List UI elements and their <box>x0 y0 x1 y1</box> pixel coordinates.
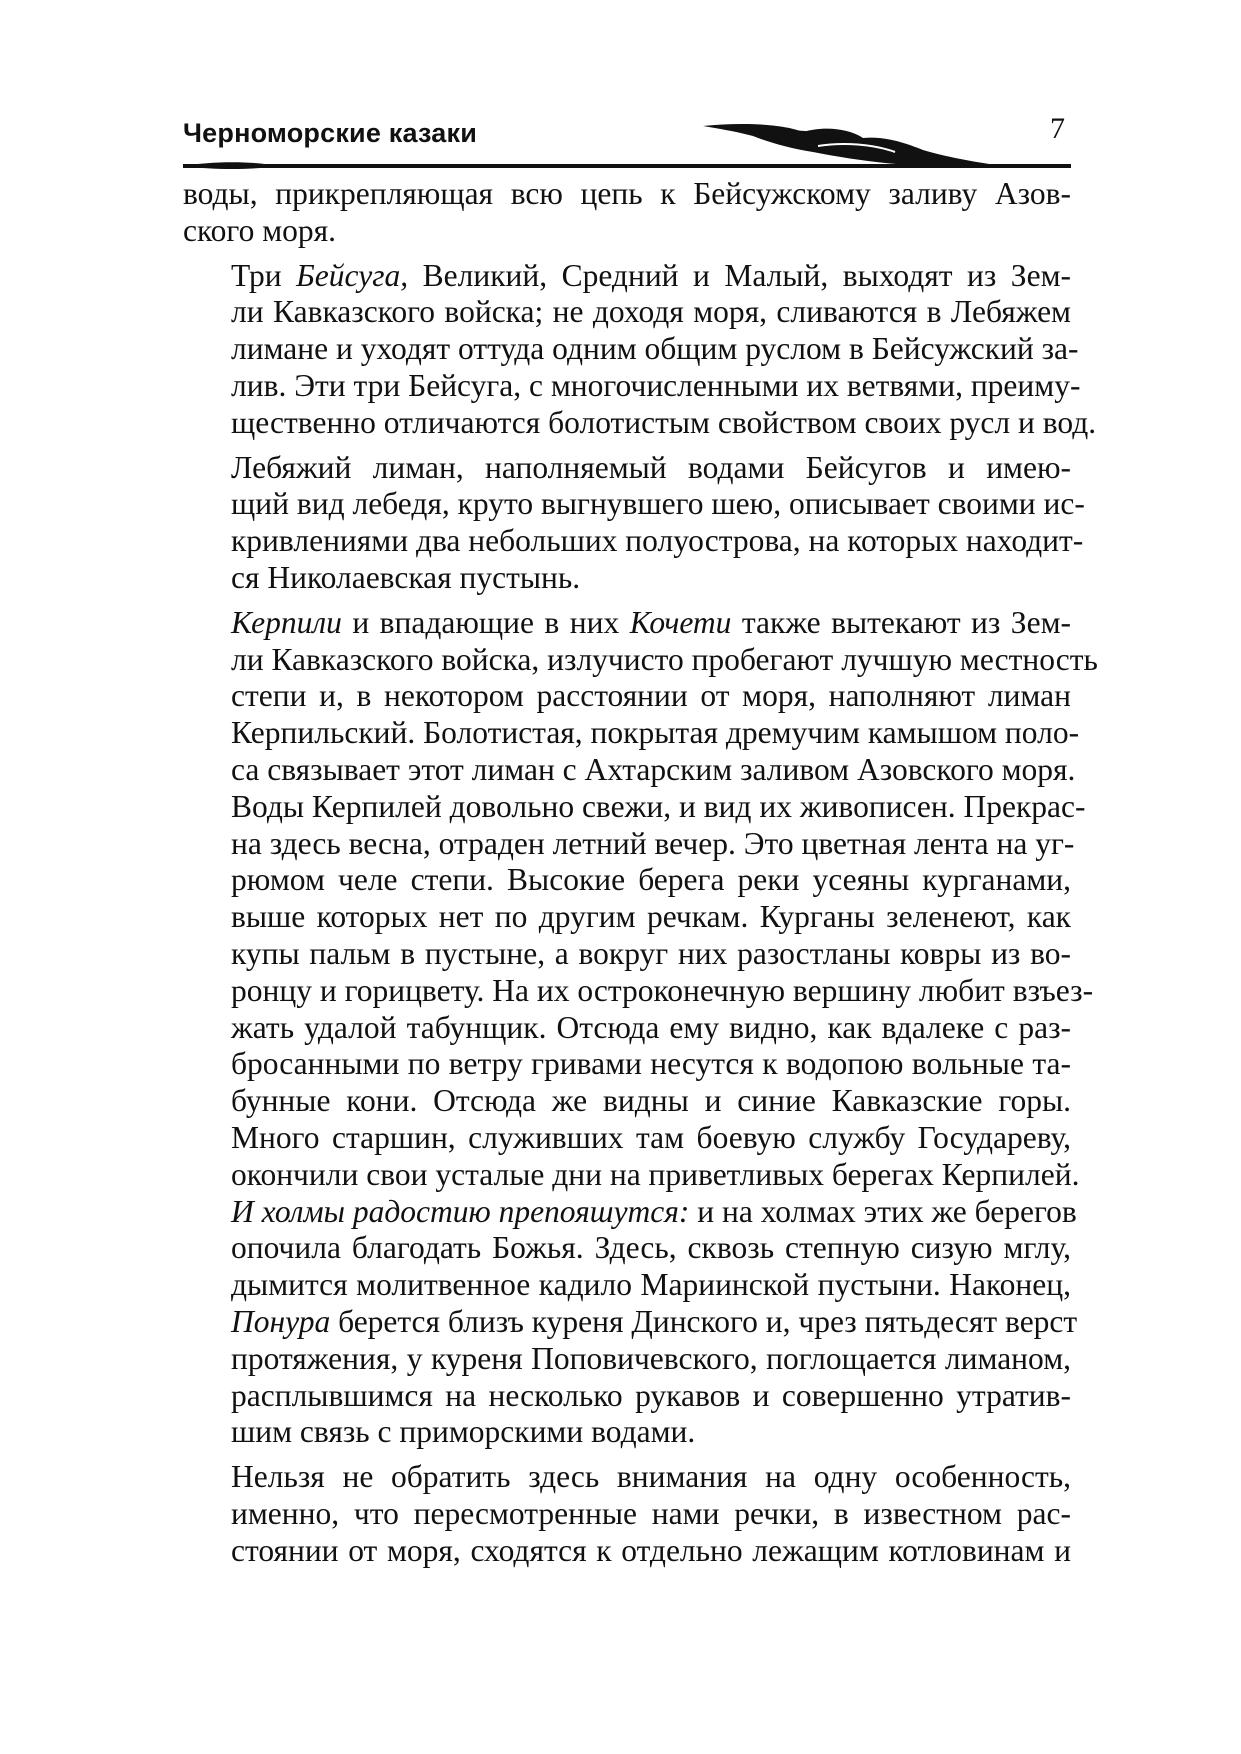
text-run: Керпильский. Болотистая, покрытая дремучим камышом поло- <box>231 715 1080 751</box>
text-line <box>183 678 1071 715</box>
text-line <box>183 1496 1071 1533</box>
text-run: на здесь весна, отраден летний вечер. Это цветная лента на уг- <box>231 825 1075 861</box>
text-line <box>183 825 1075 863</box>
text-line <box>183 258 1071 295</box>
text-run: лив. Эти три Бейсуга, с многочисленными их ветвями, преиму- <box>231 367 1081 403</box>
text-line <box>183 788 1086 826</box>
text-run: именно, что пересмотренные нами речки, в известном рас- <box>231 1495 1071 1531</box>
text-line <box>183 450 1071 487</box>
italic-term: Кочети <box>629 604 732 640</box>
text-line <box>183 1193 1077 1231</box>
text-run: Три <box>231 257 297 293</box>
text-run: берется близъ куреня Динского и, чрез пятьдесят верст <box>330 1303 1078 1339</box>
text-line <box>183 1303 1078 1341</box>
body-text <box>183 176 1098 1569</box>
text-line <box>183 1459 1071 1496</box>
text-line <box>183 1120 1071 1157</box>
text-run: Лебяжий лиман, наполняемый водами Бейсугов и имею- <box>231 449 1071 485</box>
text-line <box>183 972 1094 1010</box>
text-run: шим связь с приморскими водами. <box>231 1414 696 1450</box>
text-line <box>183 1267 1071 1304</box>
text-run: выше которых нет по другим речкам. Курганы зеленеют, как <box>231 899 1071 935</box>
page-number: 7 <box>1050 112 1065 145</box>
text-line <box>183 1156 1080 1194</box>
header-rule-ornament <box>183 112 1071 174</box>
paragraph <box>183 257 1097 442</box>
text-line <box>183 862 1071 899</box>
text-line <box>183 560 1071 597</box>
text-line <box>183 1083 1071 1120</box>
text-run: жать удалой табунщик. Отсюда ему видно, как вдалеке с раз- <box>231 1009 1071 1045</box>
text-run: расплывшимся на несколько рукавов и совершенно утратив- <box>231 1377 1071 1413</box>
text-line <box>183 1414 1071 1451</box>
text-run: щественно отличаются болотистым свойством своих русл и вод. <box>231 404 1097 440</box>
text-run: рюмом челе степи. Высокие берега реки усеяны курганами, <box>231 862 1071 898</box>
text-line <box>183 367 1081 405</box>
paragraph <box>183 449 1085 597</box>
paragraph <box>183 1459 1071 1569</box>
text-line <box>183 331 1079 368</box>
text-line <box>183 605 1071 642</box>
italic-term: Бейсуга, <box>296 257 409 293</box>
text-line <box>183 176 1071 213</box>
text-run: Великий, Средний и Малый, выходят из Зем- <box>408 257 1071 293</box>
text-run: воды, прикрепляющая всю цепь к Бейсужскому заливу Азов- <box>183 176 1071 211</box>
text-line <box>183 715 1080 752</box>
text-run: опочила благодать Божья. Здесь, сквозь степную сизую мглу, <box>231 1230 1071 1266</box>
text-line <box>183 404 1097 442</box>
text-run: ли Кавказского войска, излучисто пробегают лучшую местность <box>231 641 1098 677</box>
text-line <box>183 1046 1071 1083</box>
text-line <box>183 641 1098 679</box>
text-line <box>183 936 1071 973</box>
page-header <box>183 112 1071 174</box>
text-run: и впадающие в них <box>341 604 630 640</box>
text-run: щий вид лебедя, круто выгнувшего шею, описывает своими ис- <box>231 486 1085 522</box>
text-run: дымится молитвенное кадило Мариинской пустыни. Наконец, <box>231 1267 1071 1303</box>
running-title: Черноморские казаки <box>183 118 478 148</box>
text-run: ли Кавказского войска; не доходя моря, сливаются в Лебяжем <box>231 294 1071 330</box>
text-run: протяжения, у куреня Поповичевского, поглощается лиманом, <box>231 1340 1071 1376</box>
text-run: Воды Керпилей довольно свежи, и вид их живописен. Прекрас- <box>231 788 1086 824</box>
text-run: Нельзя не обратить здесь внимания на одну особенность, <box>231 1459 1071 1495</box>
text-run: купы пальм в пустыне, а вокруг них разостланы ковры из во- <box>231 935 1071 971</box>
text-run: степи и, в некотором расстоянии от моря, наполняют лиман <box>231 678 1071 714</box>
text-line <box>183 523 1084 560</box>
text-run: бунные кони. Отсюда же видны и синие Кавказские горы. <box>231 1083 1071 1119</box>
text-run: кривлениями два небольших полуострова, на которых находит- <box>231 523 1084 559</box>
text-line <box>183 751 1076 789</box>
text-run: бросанными по ветру гривами несутся к водопою вольные та- <box>231 1046 1071 1082</box>
text-line <box>183 1230 1071 1267</box>
italic-term: Понура <box>231 1303 331 1339</box>
text-run: ронцу и горицвету. На их остроконечную вершину любит взъез- <box>231 972 1094 1008</box>
text-run: ского моря. <box>183 212 336 248</box>
text-run: ся Николаевская пустынь. <box>231 559 581 595</box>
text-run: лимане и уходят оттуда одним общим руслом в Бейсужский за- <box>231 331 1079 367</box>
text-line <box>183 486 1085 523</box>
text-line <box>183 1341 1071 1378</box>
italic-term: И холмы радостию препояшутся: <box>231 1193 690 1229</box>
text-run: окончили свои усталые дни на приветливых берегах Керпилей. <box>231 1156 1080 1192</box>
paragraph <box>183 176 1071 250</box>
italic-term: Керпили <box>231 604 342 640</box>
text-run: стоянии от моря, сходятся к отдельно лежащим котловинам и <box>231 1532 1071 1568</box>
text-run: са связывает этот лиман с Ахтарским заливом Азовского моря. <box>231 751 1076 787</box>
text-line <box>183 1010 1071 1047</box>
text-run: Много старшин, служивших там боевую службу Государеву, <box>231 1119 1071 1155</box>
text-line <box>183 1378 1071 1415</box>
text-run: также вытекают из Зем- <box>731 604 1071 640</box>
paragraph <box>183 604 1098 1451</box>
text-run: и на холмах этих же берегов <box>689 1193 1077 1229</box>
text-line <box>183 1533 1071 1570</box>
text-line <box>183 899 1071 936</box>
text-line <box>183 213 1071 250</box>
text-line <box>183 294 1071 331</box>
